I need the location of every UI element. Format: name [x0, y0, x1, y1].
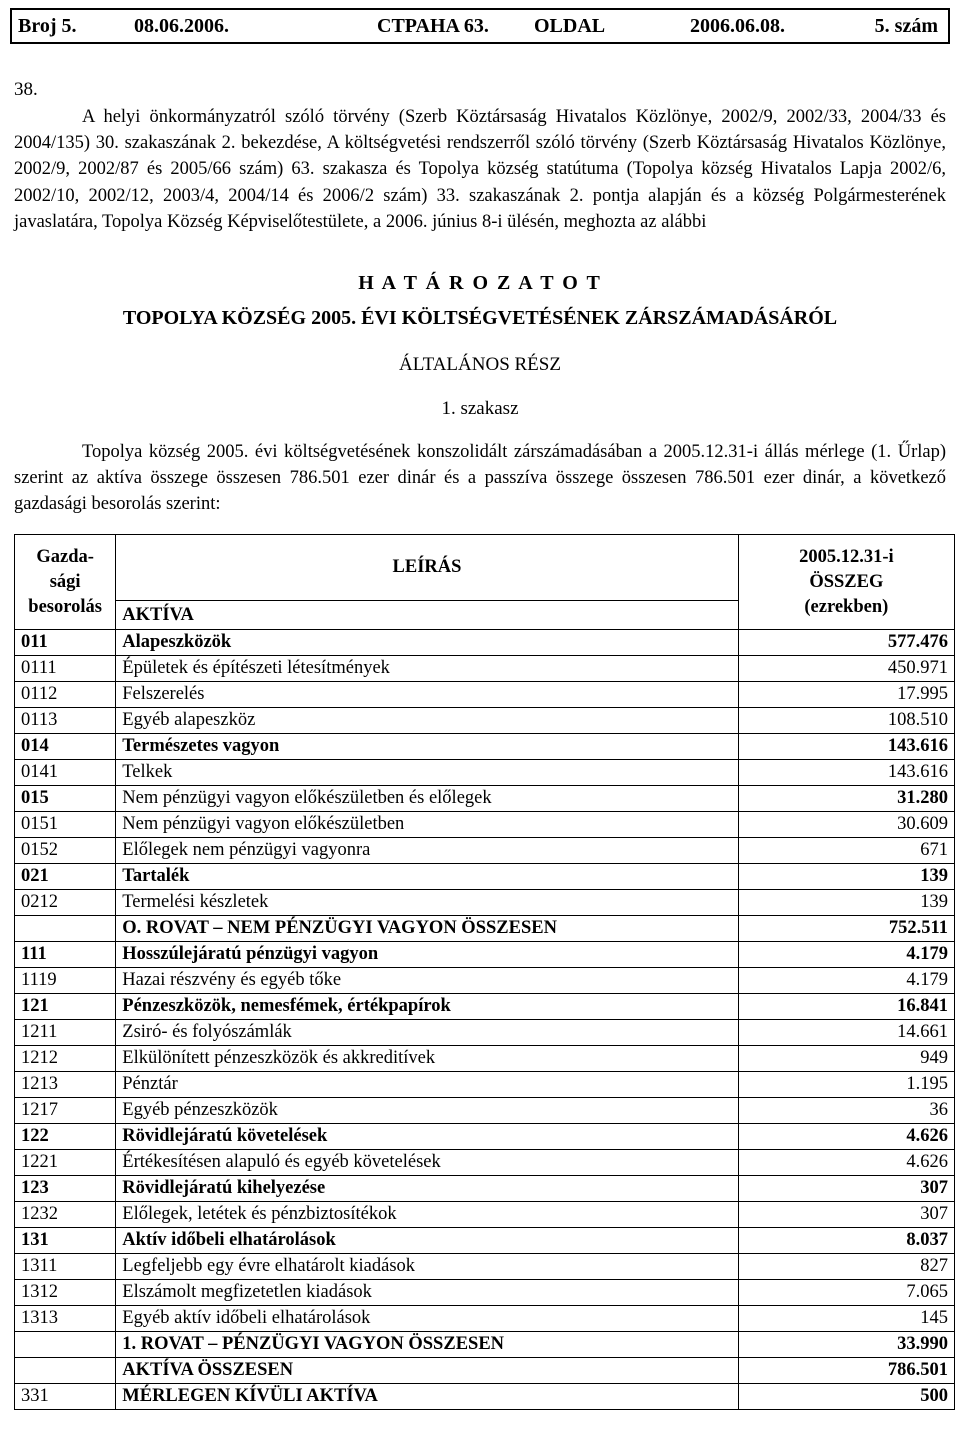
header-description: LEÍRÁS	[116, 535, 738, 601]
row-description: 1. ROVAT – PÉNZÜGYI VAGYON ÖSSZESEN	[116, 1332, 738, 1358]
row-description: Rövidlejáratú kihelyezése	[116, 1176, 738, 1202]
row-amount: 33.990	[738, 1332, 954, 1358]
table-row	[15, 1228, 955, 1254]
row-amount: 17.995	[738, 682, 954, 708]
table-row	[15, 1306, 955, 1332]
row-description: Felszerelés	[116, 682, 738, 708]
table-row	[15, 942, 955, 968]
resolution-title: H A T Á R O Z A T O T	[358, 272, 602, 294]
table-row	[15, 682, 955, 708]
row-code: 122	[15, 1124, 116, 1150]
row-amount: 145	[738, 1306, 954, 1332]
row-amount: 1.195	[738, 1072, 954, 1098]
table-row	[15, 1046, 955, 1072]
table-row	[15, 734, 955, 760]
table-row	[15, 1124, 955, 1150]
row-description: Nem pénzügyi vagyon előkészületben és előlegek	[116, 786, 738, 812]
row-amount: 143.616	[738, 760, 954, 786]
table-row	[15, 1280, 955, 1306]
row-description: Tartalék	[116, 864, 738, 890]
row-code	[15, 916, 116, 942]
row-amount: 500	[738, 1384, 954, 1410]
row-code: 1211	[15, 1020, 116, 1046]
row-code: 331	[15, 1384, 116, 1410]
balance-sheet-table	[14, 534, 955, 1410]
row-description: Előlegek, letétek és pénzbiztosítékok	[116, 1202, 738, 1228]
row-description: Értékesítésen alapuló és egyéb követelések	[116, 1150, 738, 1176]
row-code	[15, 1332, 116, 1358]
row-description: Zsiró- és folyószámlák	[116, 1020, 738, 1046]
row-description: Előlegek nem pénzügyi vagyonra	[116, 838, 738, 864]
header-classification-line: Gazda-	[36, 546, 94, 567]
row-amount: 4.179	[738, 942, 954, 968]
row-amount: 8.037	[738, 1228, 954, 1254]
table-row	[15, 1384, 955, 1410]
row-description: AKTÍVA ÖSSZESEN	[116, 1358, 738, 1384]
row-code: 021	[15, 864, 116, 890]
table-row	[15, 838, 955, 864]
header-date-serbian: 08.06.2006.	[134, 15, 229, 37]
row-description: Alapeszközök	[116, 630, 738, 656]
table-row	[15, 916, 955, 942]
table-body	[15, 630, 955, 1410]
row-code: 1311	[15, 1254, 116, 1280]
table-row	[15, 708, 955, 734]
table-row	[15, 994, 955, 1020]
row-code: 011	[15, 630, 116, 656]
row-amount: 450.971	[738, 656, 954, 682]
row-description: Rövidlejáratú követelések	[116, 1124, 738, 1150]
row-amount: 4.626	[738, 1150, 954, 1176]
row-code: 0111	[15, 656, 116, 682]
row-amount: 139	[738, 864, 954, 890]
header-date-hungarian: 2006.06.08.	[690, 15, 785, 37]
table-row	[15, 1020, 955, 1046]
row-description: Hosszúlejáratú pénzügyi vagyon	[116, 942, 738, 968]
row-description: Egyéb aktív időbeli elhatárolások	[116, 1306, 738, 1332]
table-row	[15, 656, 955, 682]
table-row	[15, 786, 955, 812]
header-issue-serbian: Broj 5.	[18, 15, 77, 37]
table-row	[15, 1202, 955, 1228]
row-code	[15, 1358, 116, 1384]
header-amount-line: ÖSSZEG	[809, 571, 884, 592]
page-header	[10, 8, 950, 44]
row-code: 0113	[15, 708, 116, 734]
article-number: 38.	[14, 79, 38, 100]
row-amount: 30.609	[738, 812, 954, 838]
header-classification-line: besorolás	[28, 596, 102, 617]
row-amount: 36	[738, 1098, 954, 1124]
row-amount: 949	[738, 1046, 954, 1072]
row-amount: 14.661	[738, 1020, 954, 1046]
row-amount: 827	[738, 1254, 954, 1280]
row-code: 1312	[15, 1280, 116, 1306]
row-amount: 307	[738, 1202, 954, 1228]
row-code: 131	[15, 1228, 116, 1254]
row-amount: 307	[738, 1176, 954, 1202]
table-row	[15, 1150, 955, 1176]
row-code: 1313	[15, 1306, 116, 1332]
row-code: 111	[15, 942, 116, 968]
row-amount: 671	[738, 838, 954, 864]
row-amount: 143.616	[738, 734, 954, 760]
row-code: 121	[15, 994, 116, 1020]
table-row	[15, 1098, 955, 1124]
table-row	[15, 1358, 955, 1384]
header-page-hungarian: OLDAL	[534, 15, 606, 37]
row-description: Pénzeszközök, nemesfémek, értékpapírok	[116, 994, 738, 1020]
table-row	[15, 1332, 955, 1358]
header-issue-hungarian: 5. szám	[874, 15, 938, 37]
header-classification-line: sági	[49, 571, 81, 592]
header-amount	[738, 535, 954, 630]
table-row	[15, 968, 955, 994]
table-row	[15, 1254, 955, 1280]
row-code: 0141	[15, 760, 116, 786]
row-code: 015	[15, 786, 116, 812]
row-description: Egyéb pénzeszközök	[116, 1098, 738, 1124]
row-code: 1119	[15, 968, 116, 994]
row-code: 0212	[15, 890, 116, 916]
row-amount: 108.510	[738, 708, 954, 734]
section-heading: 1. szakasz	[441, 398, 519, 419]
table-row	[15, 630, 955, 656]
row-amount: 577.476	[738, 630, 954, 656]
row-amount: 31.280	[738, 786, 954, 812]
table-row	[15, 890, 955, 916]
row-description: Elszámolt megfizetetlen kiadások	[116, 1280, 738, 1306]
header-amount-line: (ezrekben)	[804, 596, 889, 617]
table-row	[15, 760, 955, 786]
row-code: 0152	[15, 838, 116, 864]
row-code: 014	[15, 734, 116, 760]
row-code: 1221	[15, 1150, 116, 1176]
row-description: Legfeljebb egy évre elhatárolt kiadások	[116, 1254, 738, 1280]
decree-title: TOPOLYA KÖZSÉG 2005. ÉVI KÖLTSÉGVETÉSÉNEK ZÁRSZÁMADÁSÁRÓL	[122, 307, 838, 329]
row-amount: 752.511	[738, 916, 954, 942]
row-code: 0151	[15, 812, 116, 838]
table-header-row	[15, 535, 955, 601]
table-row	[15, 864, 955, 890]
row-code: 1217	[15, 1098, 116, 1124]
row-code: 0112	[15, 682, 116, 708]
row-description: Hazai részvény és egyéb tőke	[116, 968, 738, 994]
row-description: O. ROVAT – NEM PÉNZÜGYI VAGYON ÖSSZESEN	[116, 916, 738, 942]
row-amount: 4.179	[738, 968, 954, 994]
row-amount: 4.626	[738, 1124, 954, 1150]
row-description: Nem pénzügyi vagyon előkészületben	[116, 812, 738, 838]
row-description: Aktív időbeli elhatárolások	[116, 1228, 738, 1254]
preamble-paragraph: A helyi önkormányzatról szóló törvény (Szerb Köztársaság Hivatalos Közlönye, 2002/9, 2002/33, 2004/33 és 2004/135) 30. szakaszának 2. bekezdése, A költségvetési rendszerről szóló törvény (Szerb Köztársaság Hivatalos Közlönye, 2002/9, 2002/87 és 2005/66 szám) 63. szakasza és Topolya község statútuma (Topolya község Hivatalos Lapja 2002/6, 2002/10, 2002/12, 2003/4, 2004/14 és 2006/2 szám) 33. szakaszának 2. pontja alapján és a község Polgármesterének javaslatára, Topolya Község Képviselőtestülete, a 2006. június 8-i ülésén, meghozta az alábbi	[14, 107, 946, 232]
row-code: 1232	[15, 1202, 116, 1228]
row-code: 1212	[15, 1046, 116, 1072]
general-part-heading: ÁLTALÁNOS RÉSZ	[399, 354, 561, 375]
section-paragraph: Topolya község 2005. évi költségvetésének konszolidált zárszámadásában a 2005.12.31-i állás mérlege (1. Űrlap) szerint az aktíva összege összesen 786.501 ezer dinár és a passzíva összege összesen 786.501 ezer dinár, a következő gazdasági besorolás szerint:	[14, 442, 946, 514]
table-row	[15, 812, 955, 838]
table-row	[15, 1176, 955, 1202]
row-description: Természetes vagyon	[116, 734, 738, 760]
row-amount: 16.841	[738, 994, 954, 1020]
row-code: 1213	[15, 1072, 116, 1098]
row-description: Egyéb alapeszköz	[116, 708, 738, 734]
row-description: Termelési készletek	[116, 890, 738, 916]
row-amount: 7.065	[738, 1280, 954, 1306]
row-amount: 139	[738, 890, 954, 916]
header-classification	[15, 535, 116, 630]
row-description: Telkek	[116, 760, 738, 786]
header-amount-line: 2005.12.31-i	[799, 546, 894, 567]
row-description: Elkülönített pénzeszközök és akkreditívek	[116, 1046, 738, 1072]
row-description: MÉRLEGEN KÍVÜLI AKTÍVA	[116, 1384, 738, 1410]
table-row	[15, 1072, 955, 1098]
row-amount: 786.501	[738, 1358, 954, 1384]
row-code: 123	[15, 1176, 116, 1202]
section-label-assets: AKTÍVA	[116, 601, 738, 630]
row-description: Pénztár	[116, 1072, 738, 1098]
header-page-serbian: CTPAHA 63.	[377, 15, 489, 37]
row-description: Épületek és építészeti létesítmények	[116, 656, 738, 682]
